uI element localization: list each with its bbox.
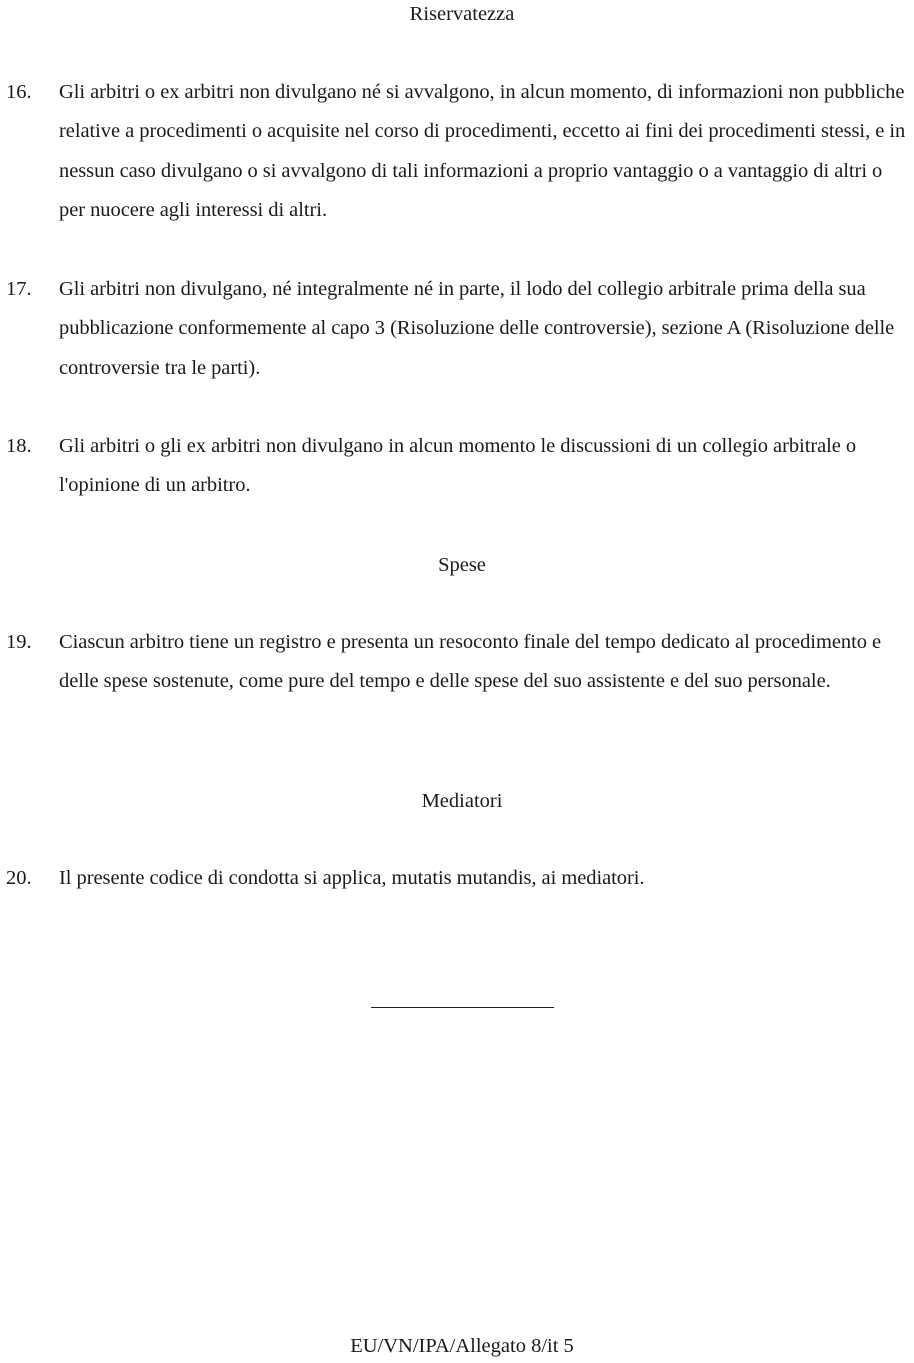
section-heading-mediatori: Mediatori <box>421 790 503 812</box>
page-footer-reference: EU/VN/IPA/Allegato 8/it 5 <box>350 1335 574 1357</box>
paragraph-text: Gli arbitri o ex arbitri non divulgano né si avvalgono, in alcun momento, di informazioni non pubbliche relative a procedimenti o acquisite nel corso di procedimenti, eccetto ai fini dei procedimenti stessi, e in nessun caso divulgano o si avvalgono di tali informazioni a proprio vantaggio o a vantaggio di altri o per nuocere agli interessi di altri. <box>59 81 906 221</box>
paragraph-text: Il presente codice di condotta si applica, mutatis mutandis, ai mediatori. <box>59 867 645 889</box>
paragraph-number: 20. <box>6 867 32 889</box>
section-heading-spese: Spese <box>438 554 486 576</box>
paragraph-number: 16. <box>6 81 32 103</box>
section-heading-riservatezza: Riservatezza <box>409 3 515 25</box>
paragraph-number: 19. <box>6 631 32 653</box>
paragraph-text: Gli arbitri o gli ex arbitri non divulgano in alcun momento le discussioni di un collegio arbitrale o l'opinione di un arbitro. <box>59 435 857 497</box>
paragraph-number: 17. <box>6 278 32 300</box>
paragraph-number: 18. <box>6 435 32 457</box>
paragraph-text: Gli arbitri non divulgano, né integralmente né in parte, il lodo del collegio arbitrale prima della sua pubblicazione conformemente al capo 3 (Risoluzione delle controversie), sezione A (Risoluzione delle controversie tra le parti). <box>59 278 895 379</box>
paragraph-text: Ciascun arbitro tiene un registro e presenta un resoconto finale del tempo dedicato al procedimento e delle spese sostenute, come pure del tempo e delle spese del suo assistente e del suo personale. <box>59 631 882 693</box>
end-of-document-rule <box>371 1007 554 1008</box>
